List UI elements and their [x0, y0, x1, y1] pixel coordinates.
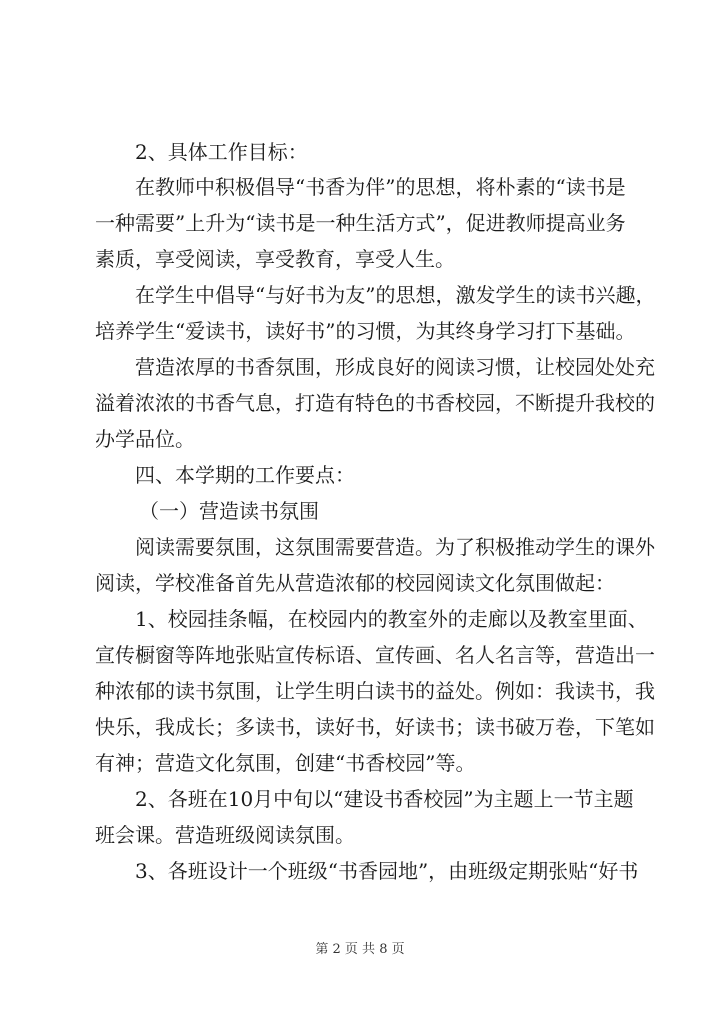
paragraph-line: 营造浓厚的书香氛围，形成良好的阅读习惯，让校园处处充 — [135, 355, 655, 379]
paragraph-line: 有神；营造文化氛围，创建“书香校园”等。 — [95, 751, 476, 775]
paragraph-line: 3、各班设计一个班级“书香园地”，由班级定期张贴“好书 — [135, 859, 639, 883]
section-heading: 四、本学期的工作要点： — [135, 463, 355, 487]
paragraph-line: 阅读，学校准备首先从营造浓郁的校园阅读文化氛围做起： — [95, 571, 615, 595]
paragraph-line: 溢着浓浓的书香气息，打造有特色的书香校园，不断提升我校的 — [95, 391, 655, 415]
paragraph-line: 班会课。营造班级阅读氛围。 — [95, 823, 355, 847]
paragraph-line: 快乐，我成长；多读书，读好书，好读书；读书破万卷，下笔如 — [95, 715, 655, 739]
paragraph-line: 在学生中倡导“与好书为友”的思想，激发学生的读书兴趣， — [135, 283, 656, 307]
paragraph-line: 办学品位。 — [95, 427, 195, 451]
paragraph-line: 阅读需要氛围，这氛围需要营造。为了积极推动学生的课外 — [135, 535, 655, 559]
paragraph-line: 在教师中积极倡导“书香为伴”的思想，将朴素的“读书是 — [135, 175, 626, 199]
paragraph-line: 培养学生“爱读书，读好书”的习惯，为其终身学习打下基础。 — [95, 319, 636, 343]
paragraph-line: 一种需要”上升为“读书是一种生活方式”，促进教师提高业务 — [95, 211, 626, 235]
paragraph-line: 素质，享受阅读，享受教育，享受人生。 — [95, 247, 455, 271]
paragraph-line: 1、校园挂条幅，在校园内的教室外的走廊以及教室里面、 — [135, 607, 648, 631]
paragraph-line: 种浓郁的读书氛围，让学生明白读书的益处。例如：我读书，我 — [95, 679, 655, 703]
paragraph-line: 2、各班在10月中旬以“建设书香校园”为主题上一节主题 — [135, 787, 634, 811]
paragraph-line: 宣传橱窗等阵地张贴宣传标语、宣传画、名人名言等，营造出一 — [95, 643, 655, 667]
page-number-footer: 第 2 页 共 8 页 — [315, 942, 405, 957]
paragraph-line: 2、具体工作目标： — [135, 140, 308, 164]
subsection-heading: （一）营造读书氛围 — [139, 499, 319, 523]
